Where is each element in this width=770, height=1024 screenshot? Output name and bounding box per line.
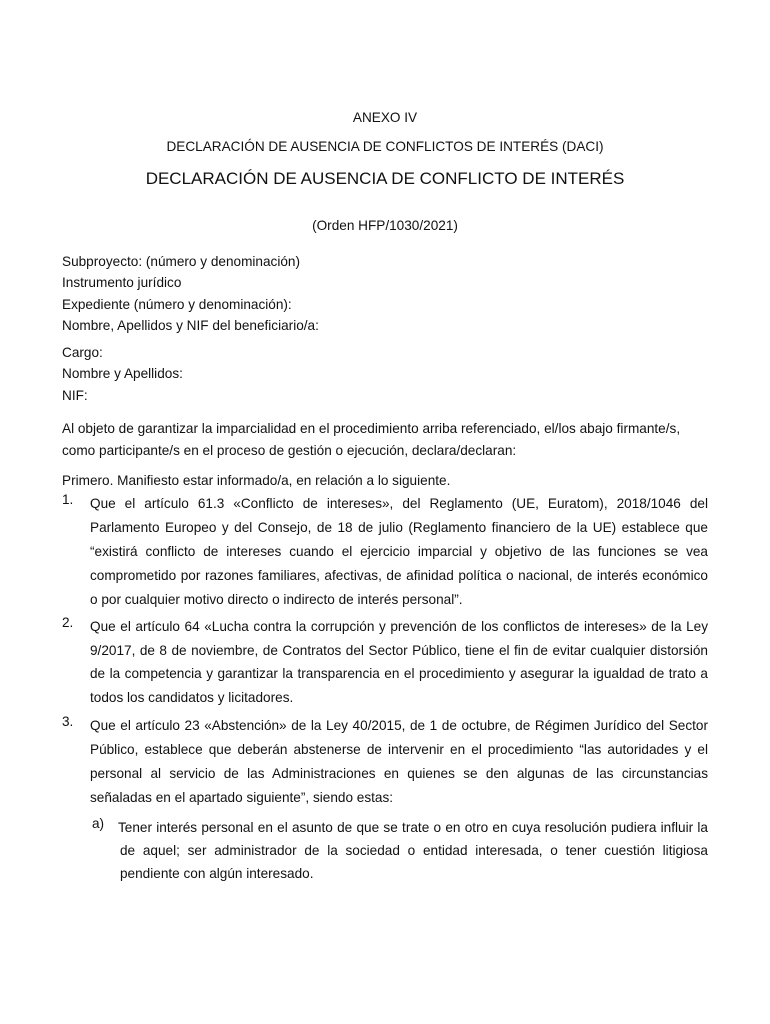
sub-list-item-letter: a) bbox=[92, 816, 105, 831]
list-item-text: Que el artículo 61.3 «Conflicto de intereses», del Reglamento (UE, Euratom), 2018/1046 del Parlamento Europeo y del Consejo, de 18 de julio (Reglamento financiero de la UE) establece que “existirá conflicto de intereses cuando el ejercicio imparcial y objetivo de las funciones se vea comprometido por razones familiares, afectivas, de afinidad política o nacional, de interés económico o por cualquier motivo directo o indirecto de interés personal”. bbox=[90, 496, 708, 607]
field-instrumento: Instrumento jurídico bbox=[62, 275, 182, 291]
signer-fields bbox=[62, 342, 183, 406]
list-item-text: Que el artículo 23 «Abstención» de la Ley 40/2015, de 1 de octubre, de Régimen Jurídico del Sector Público, establece que deberán abstenerse de intervenir en el procedimiento “las autoridades y el personal al servicio de las Administraciones en quienes se den algunas de las circunstancias señaladas en el apartado siguiente”, siendo estas: bbox=[90, 718, 708, 805]
intro-paragraph: Al objeto de garantizar la imparcialidad en el procedimiento arriba referenciado, el/los abajo firmante/s, como participante/s en el proceso de gestión o ejecución, declara/declaran: bbox=[62, 421, 681, 458]
list-item-number: 3. bbox=[62, 714, 74, 729]
list-item-text: Que el artículo 64 «Lucha contra la corrupción y prevención de los conflictos de intereses» de la Ley 9/2017, de 8 de noviembre, de Contratos del Sector Público, tiene el fin de evitar cualquier distorsión de la competencia y garantizar la transparencia en el procedimiento y asegurar la igualdad de trato a todos los candidatos y licitadores. bbox=[90, 619, 708, 705]
list-item-number: 1. bbox=[62, 492, 74, 507]
document-subtitle: DECLARACIÓN DE AUSENCIA DE CONFLICTOS DE INTERÉS (DACI) bbox=[166, 139, 604, 154]
field-beneficiario: Nombre, Apellidos y NIF del beneficiario/a: bbox=[62, 317, 319, 333]
field-cargo: Cargo: bbox=[62, 345, 103, 360]
sub-list-item-text: Tener interés personal en el asunto de que se trate o en otro en cuya resolución pudiera influir la de aquel; ser administrador de la sociedad o entidad interesada, o tener cuestión litigiosa pendiente con algún interesado. bbox=[118, 820, 708, 881]
annex-label: ANEXO IV bbox=[352, 110, 418, 125]
field-subproyecto: Subproyecto: (número y denominación) bbox=[62, 254, 301, 269]
document-title: DECLARACIÓN DE AUSENCIA DE CONFLICTO DE INTERÉS bbox=[145, 169, 625, 188]
order-reference: (Orden HFP/1030/2021) bbox=[312, 218, 458, 233]
project-fields bbox=[62, 251, 319, 336]
list-item-number: 2. bbox=[62, 615, 74, 630]
primero-heading: Primero. Manifiesto estar informado/a, en relación a lo siguiente. bbox=[62, 473, 451, 488]
field-expediente: Expediente (número y denominación): bbox=[62, 296, 292, 312]
field-nif: NIF: bbox=[62, 387, 88, 403]
field-nombre: Nombre y Apellidos: bbox=[62, 366, 183, 382]
